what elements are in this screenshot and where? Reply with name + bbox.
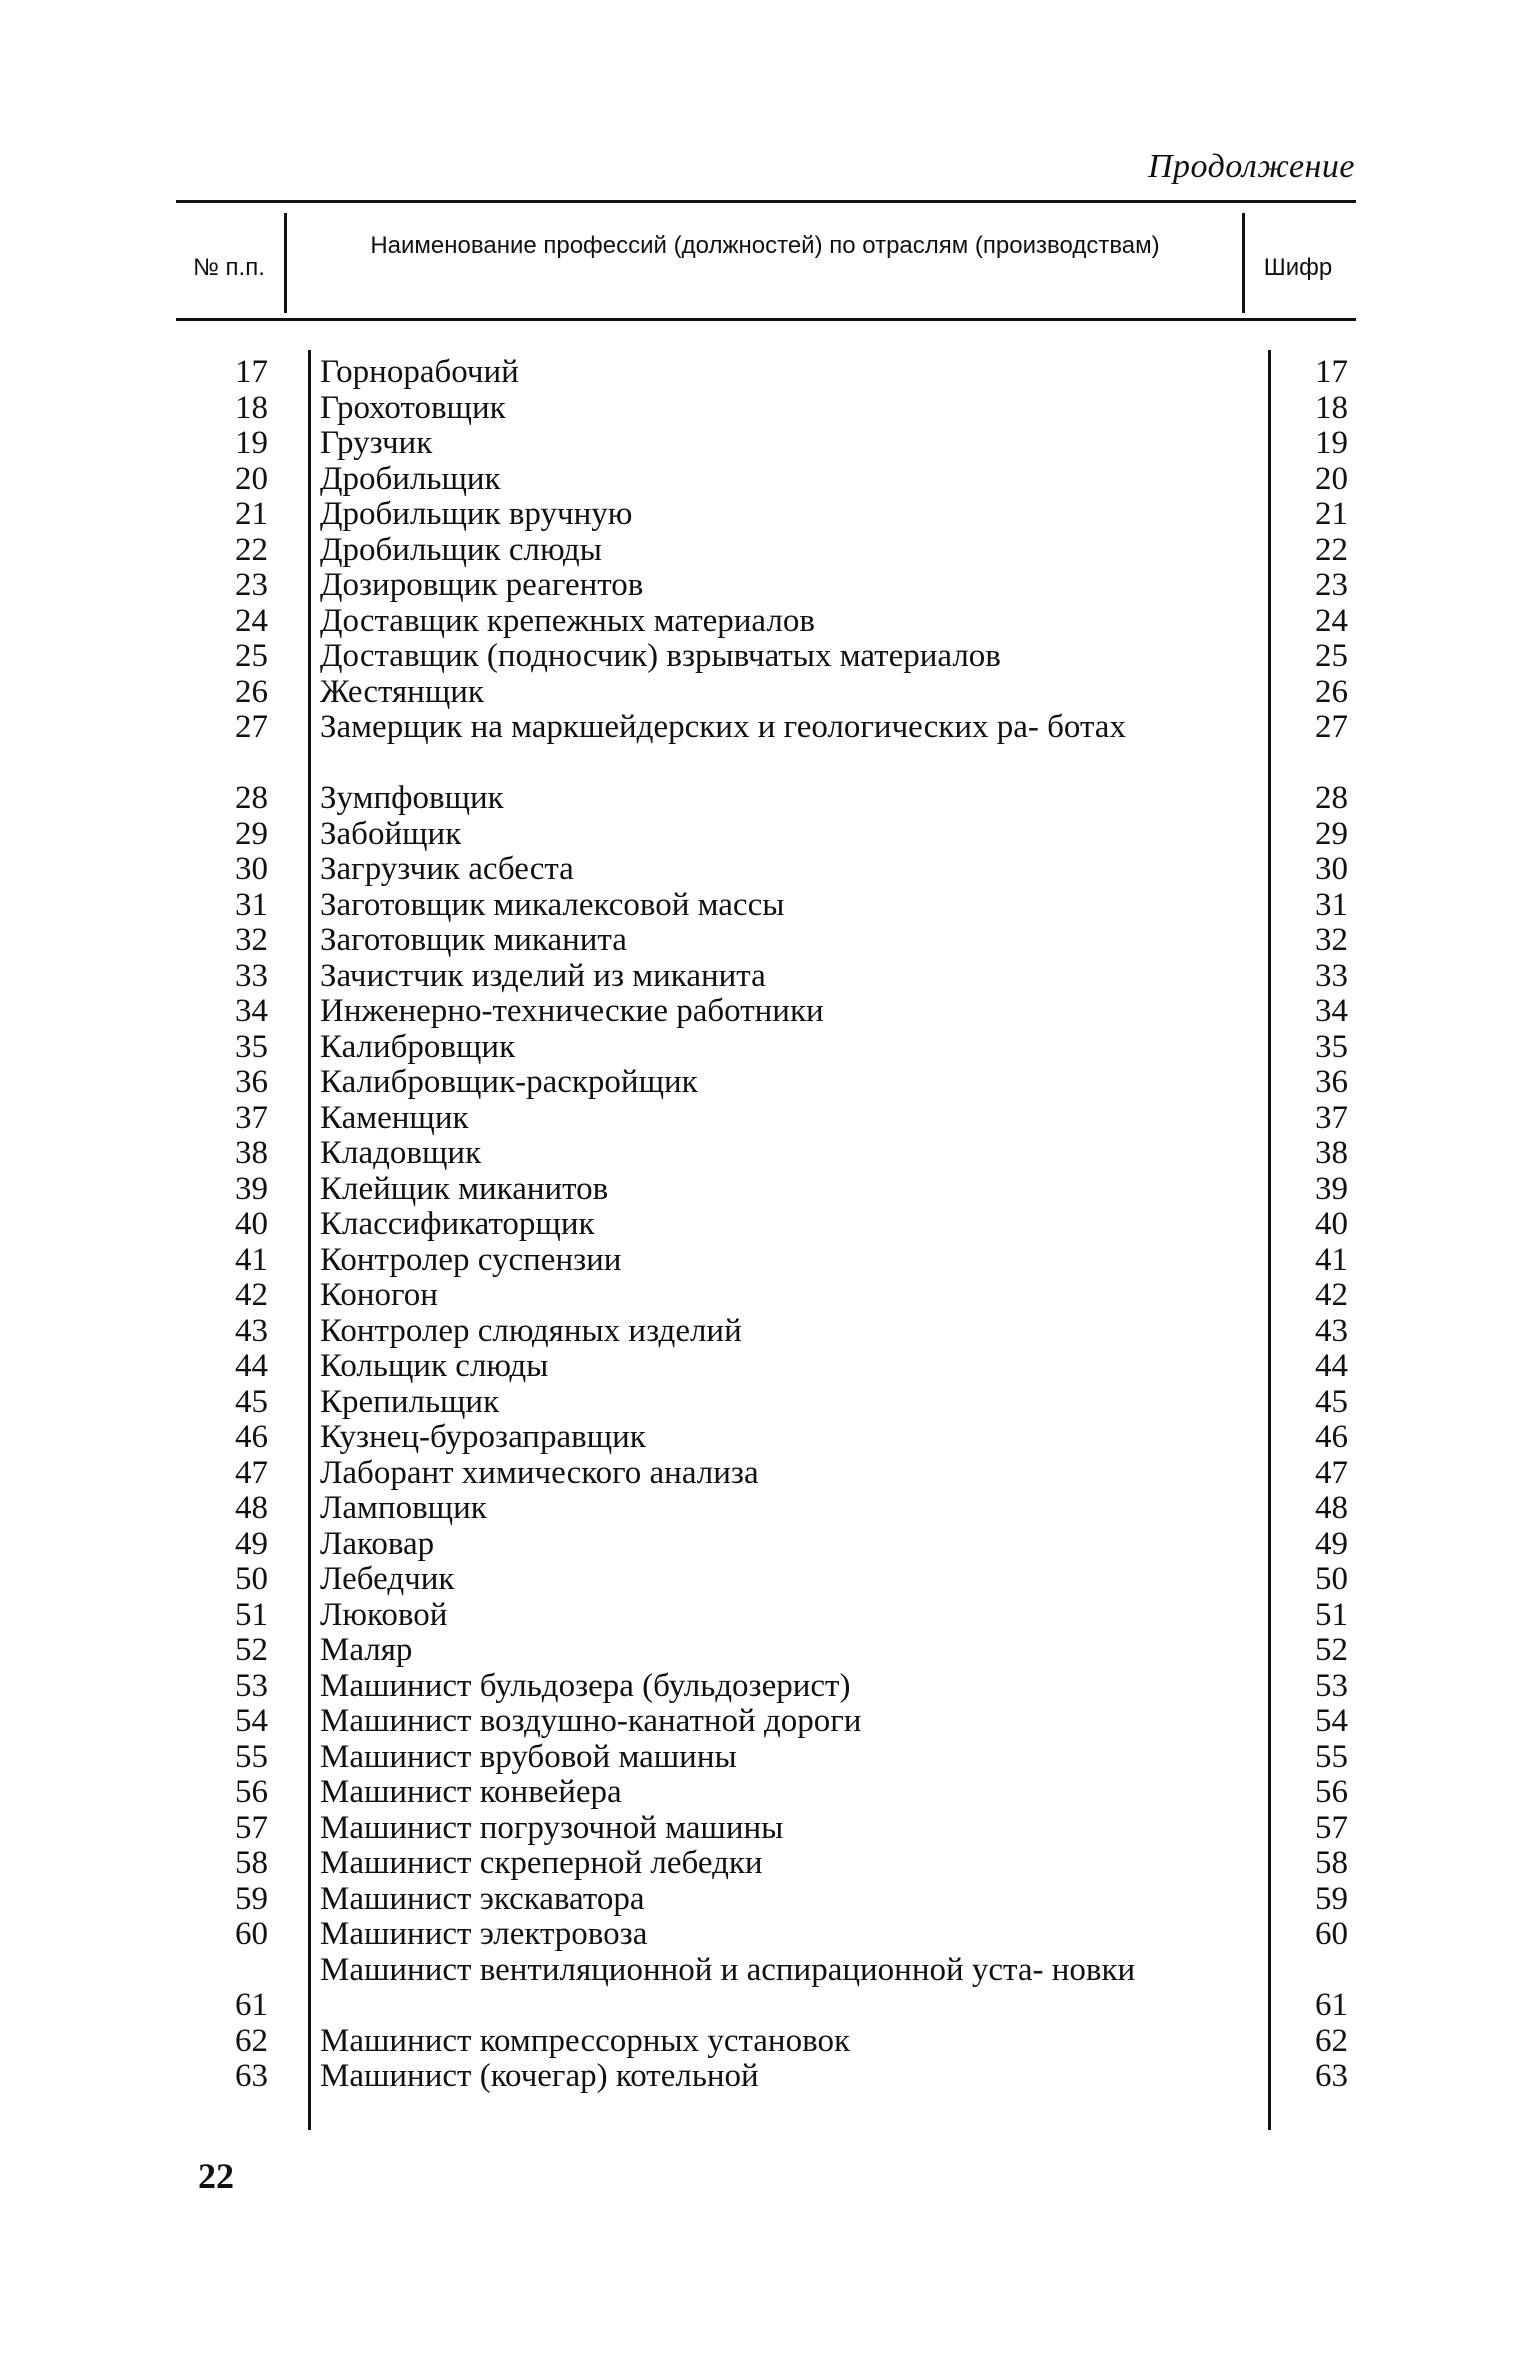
row-number: 61 (235, 1987, 268, 2023)
profession-name: Коногон (320, 1277, 438, 1313)
table-row (0, 1207, 1535, 1243)
profession-code: 34 (1315, 993, 1348, 1029)
profession-code: 20 (1315, 460, 1348, 497)
table-row (0, 1846, 1535, 1882)
profession-name: Машинист экскаватора (320, 1880, 645, 1917)
table-row (0, 2024, 1535, 2060)
profession-code: 32 (1315, 922, 1348, 958)
profession-name: Машинист бульдозера (бульдозерист) (320, 1667, 851, 1704)
profession-name: Горнорабочий (320, 354, 519, 390)
row-number: 25 (235, 638, 268, 674)
profession-code: 30 (1315, 851, 1348, 887)
row-number: 27 (235, 709, 268, 745)
table-row (0, 1953, 1535, 2024)
table-row (0, 1669, 1535, 1705)
profession-code: 26 (1315, 673, 1348, 710)
profession-name: Замерщик на маркшейдерских и геологических ра- ботах (320, 709, 1126, 745)
row-number: 18 (235, 389, 268, 426)
profession-name: Маляр (320, 1632, 413, 1668)
profession-code: 23 (1315, 567, 1348, 603)
row-number: 57 (235, 1809, 268, 1846)
table-row (0, 1314, 1535, 1350)
profession-code: 41 (1315, 1241, 1348, 1278)
row-number: 32 (235, 922, 268, 958)
row-number: 41 (235, 1241, 268, 1278)
header-separator-left (284, 213, 287, 313)
table-row (0, 426, 1535, 462)
profession-name: Клейщик миканитов (320, 1170, 609, 1207)
profession-code: 17 (1315, 354, 1348, 390)
profession-code: 52 (1315, 1632, 1348, 1668)
profession-code: 43 (1315, 1312, 1348, 1349)
row-number: 19 (235, 425, 268, 461)
profession-code: 61 (1315, 1987, 1348, 2023)
table-row (0, 1136, 1535, 1172)
profession-name: Машинист погрузочной машины (320, 1809, 784, 1846)
profession-code: 33 (1315, 957, 1348, 994)
profession-name: Жестянщик (320, 673, 484, 710)
profession-code: 62 (1315, 2022, 1348, 2059)
table-row (0, 888, 1535, 924)
profession-name: Калибровщик-раскройщик (320, 1064, 698, 1100)
profession-name: Грохотовщик (320, 389, 506, 426)
profession-table-body (0, 355, 1535, 2095)
profession-name: Машинист врубовой машины (320, 1738, 737, 1775)
row-number: 26 (235, 673, 268, 710)
continuation-label: Продолжение (1147, 148, 1355, 185)
table-row (0, 1065, 1535, 1101)
profession-name: Люковой (320, 1596, 448, 1633)
row-number: 44 (235, 1348, 268, 1384)
profession-code: 56 (1315, 1774, 1348, 1810)
table-row (0, 923, 1535, 959)
table-row (0, 1243, 1535, 1279)
profession-name: Доставщик (подносчик) взрывчатых материалов (320, 638, 1001, 674)
profession-code: 28 (1315, 780, 1348, 816)
profession-code: 27 (1315, 709, 1348, 745)
table-row (0, 781, 1535, 817)
profession-name: Кладовщик (320, 1135, 482, 1171)
table-row (0, 355, 1535, 391)
page-number: 22 (198, 2156, 234, 2196)
profession-code: 47 (1315, 1454, 1348, 1491)
row-number: 48 (235, 1490, 268, 1526)
profession-name: Дробильщик вручную (320, 496, 633, 532)
row-number: 28 (235, 780, 268, 816)
profession-code: 63 (1315, 2058, 1348, 2094)
profession-name: Крепильщик (320, 1383, 500, 1420)
profession-name: Машинист (кочегар) котельной (320, 2058, 759, 2094)
profession-name: Машинист скреперной лебедки (320, 1845, 763, 1881)
table-row (0, 1775, 1535, 1811)
profession-name: Грузчик (320, 425, 433, 461)
table-row (0, 959, 1535, 995)
row-number: 58 (235, 1845, 268, 1881)
profession-name: Каменщик (320, 1099, 469, 1136)
profession-name: Кольщик слюды (320, 1348, 549, 1384)
profession-name: Заготовщик миканита (320, 922, 627, 958)
profession-code: 60 (1315, 1916, 1348, 1952)
row-number: 60 (235, 1916, 268, 1952)
table-row (0, 533, 1535, 569)
profession-name: Зачистчик изделий из миканита (320, 957, 766, 994)
profession-code: 51 (1315, 1596, 1348, 1633)
profession-code: 45 (1315, 1383, 1348, 1420)
profession-code: 19 (1315, 425, 1348, 461)
profession-code: 25 (1315, 638, 1348, 674)
table-row (0, 817, 1535, 853)
table-row (0, 1527, 1535, 1563)
profession-name: Забойщик (320, 815, 462, 852)
row-number: 40 (235, 1206, 268, 1242)
profession-name: Дробильщик слюды (320, 531, 602, 568)
row-number: 30 (235, 851, 268, 887)
profession-code: 29 (1315, 815, 1348, 852)
profession-name: Машинист конвейера (320, 1774, 622, 1810)
profession-code: 42 (1315, 1277, 1348, 1313)
profession-code: 58 (1315, 1845, 1348, 1881)
row-number: 63 (235, 2058, 268, 2094)
profession-code: 54 (1315, 1703, 1348, 1739)
table-row (0, 1740, 1535, 1776)
profession-name: Лебедчик (320, 1561, 455, 1597)
header-col-name: Наименование профессий (должностей) по отраслям (производствам) (370, 232, 1160, 259)
table-row (0, 1101, 1535, 1137)
profession-code: 18 (1315, 389, 1348, 426)
profession-name: Загрузчик асбеста (320, 851, 574, 887)
profession-code: 53 (1315, 1667, 1348, 1704)
row-number: 21 (235, 496, 268, 532)
table-row (0, 462, 1535, 498)
row-number: 59 (235, 1880, 268, 1917)
profession-code: 44 (1315, 1348, 1348, 1384)
profession-name: Дозировщик реагентов (320, 567, 644, 603)
table-row (0, 1030, 1535, 1066)
row-number: 55 (235, 1738, 268, 1775)
table-row (0, 568, 1535, 604)
profession-name: Контролер слюдяных изделий (320, 1312, 742, 1349)
row-number: 22 (235, 531, 268, 568)
table-row (0, 1882, 1535, 1918)
row-number: 38 (235, 1135, 268, 1171)
table-row (0, 1598, 1535, 1634)
profession-name: Зумпфовщик (320, 780, 504, 816)
row-number: 56 (235, 1774, 268, 1810)
table-row (0, 604, 1535, 640)
table-row (0, 1633, 1535, 1669)
row-number: 53 (235, 1667, 268, 1704)
profession-code: 59 (1315, 1880, 1348, 1917)
profession-code: 55 (1315, 1738, 1348, 1775)
row-number: 54 (235, 1703, 268, 1739)
profession-code: 40 (1315, 1206, 1348, 1242)
profession-name: Кузнец-бурозаправщик (320, 1419, 646, 1455)
row-number: 17 (235, 354, 268, 390)
row-number: 24 (235, 602, 268, 639)
row-number: 33 (235, 957, 268, 994)
profession-name: Классификаторщик (320, 1206, 595, 1242)
table-row (0, 639, 1535, 675)
table-row (0, 1562, 1535, 1598)
row-number: 50 (235, 1561, 268, 1597)
row-number: 37 (235, 1099, 268, 1136)
row-number: 20 (235, 460, 268, 497)
profession-name: Инженерно-технические работники (320, 993, 824, 1029)
profession-name: Лаборант химического анализа (320, 1454, 759, 1491)
row-number: 62 (235, 2022, 268, 2059)
table-row (0, 1420, 1535, 1456)
table-row (0, 1278, 1535, 1314)
profession-code: 36 (1315, 1064, 1348, 1100)
profession-code: 39 (1315, 1170, 1348, 1207)
row-number: 43 (235, 1312, 268, 1349)
profession-code: 57 (1315, 1809, 1348, 1846)
profession-name: Калибровщик (320, 1028, 516, 1065)
row-number: 47 (235, 1454, 268, 1491)
profession-name: Дробильщик (320, 460, 501, 497)
profession-code: 31 (1315, 886, 1348, 923)
profession-code: 35 (1315, 1028, 1348, 1065)
profession-code: 21 (1315, 496, 1348, 532)
header-col-code: Шифр (1263, 254, 1333, 281)
row-number: 52 (235, 1632, 268, 1668)
table-row (0, 497, 1535, 533)
profession-code: 22 (1315, 531, 1348, 568)
profession-code: 49 (1315, 1525, 1348, 1562)
profession-name: Машинист электровоза (320, 1916, 648, 1952)
table-row (0, 1349, 1535, 1385)
row-number: 46 (235, 1419, 268, 1455)
row-number: 39 (235, 1170, 268, 1207)
row-number: 31 (235, 886, 268, 923)
header-col-number: № п.п. (193, 254, 265, 281)
row-number: 23 (235, 567, 268, 603)
table-row (0, 1491, 1535, 1527)
profession-name: Машинист воздушно-канатной дороги (320, 1703, 862, 1739)
table-row (0, 710, 1535, 781)
table-row (0, 1811, 1535, 1847)
profession-code: 38 (1315, 1135, 1348, 1171)
row-number: 35 (235, 1028, 268, 1065)
profession-code: 37 (1315, 1099, 1348, 1136)
profession-code: 24 (1315, 602, 1348, 639)
row-number: 36 (235, 1064, 268, 1100)
table-row (0, 2059, 1535, 2095)
profession-name: Ламповщик (320, 1490, 487, 1526)
row-number: 34 (235, 993, 268, 1029)
profession-name: Лаковар (320, 1525, 435, 1562)
table-row (0, 1456, 1535, 1492)
row-number: 42 (235, 1277, 268, 1313)
profession-code: 46 (1315, 1419, 1348, 1455)
header-bottom-rule (176, 318, 1356, 321)
table-row (0, 675, 1535, 711)
row-number: 29 (235, 815, 268, 852)
profession-name: Доставщик крепежных материалов (320, 602, 815, 639)
table-row (0, 391, 1535, 427)
table-row (0, 994, 1535, 1030)
profession-code: 48 (1315, 1490, 1348, 1526)
table-top-rule (176, 200, 1356, 203)
row-number: 45 (235, 1383, 268, 1420)
profession-name: Машинист компрессорных установок (320, 2022, 850, 2059)
profession-name: Контролер суспензии (320, 1241, 622, 1278)
table-row (0, 1385, 1535, 1421)
row-number: 49 (235, 1525, 268, 1562)
profession-code: 50 (1315, 1561, 1348, 1597)
table-row (0, 852, 1535, 888)
table-row (0, 1704, 1535, 1740)
table-row (0, 1917, 1535, 1953)
table-row (0, 1172, 1535, 1208)
profession-name: Машинист вентиляционной и аспирационной уста- новки (320, 1951, 1136, 1988)
row-number: 51 (235, 1596, 268, 1633)
profession-name: Заготовщик микалексовой массы (320, 886, 785, 923)
